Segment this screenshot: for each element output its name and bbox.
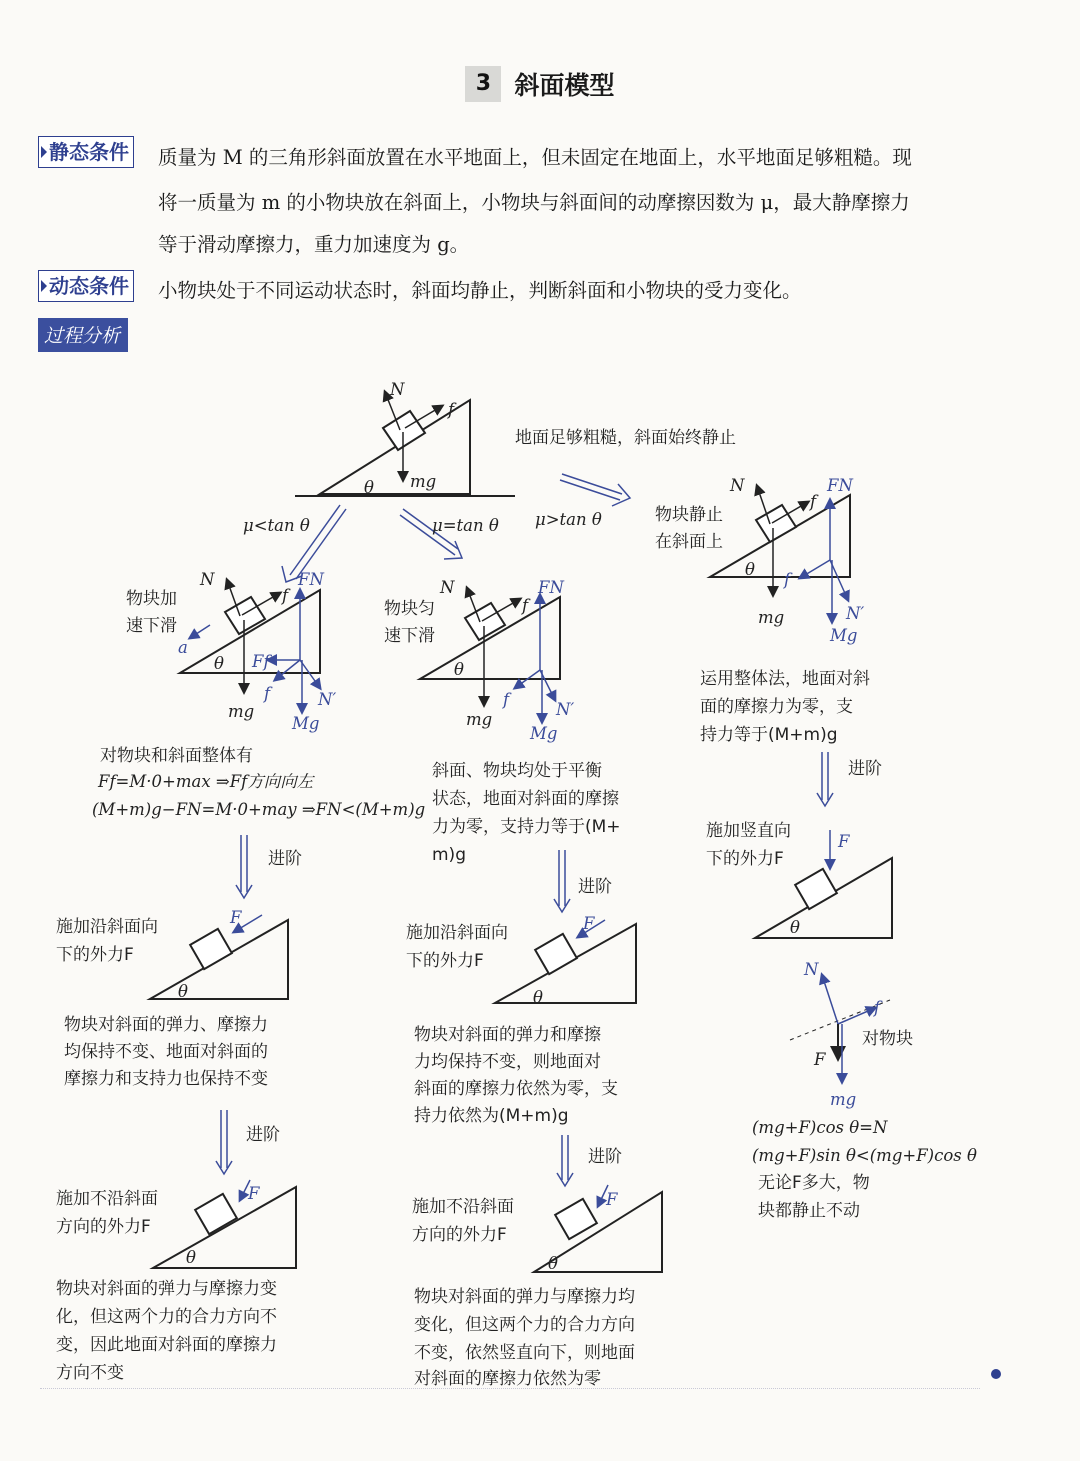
right-result-3: 无论F多大，物 <box>758 1173 870 1193</box>
left-step1-label-2: 下的外力F <box>56 945 134 965</box>
left-label-mg: mg <box>228 702 255 721</box>
left-advance-1: 进阶 <box>268 849 302 869</box>
middle-step1-label-1: 施加沿斜面向 <box>406 923 508 943</box>
middle-label-Nprime: N′ <box>556 700 575 719</box>
left-step1-result-1: 物块对斜面的弹力、摩擦力 <box>64 1015 268 1035</box>
page-bottom-rule <box>40 1388 980 1389</box>
left-label-a: a <box>178 638 188 657</box>
right-fb-f: f <box>874 998 881 1017</box>
left-label-f: f <box>282 586 289 605</box>
left-step2-diagram <box>153 1180 296 1268</box>
right-step1-theta: θ <box>790 918 800 937</box>
left-advance-2: 进阶 <box>246 1125 280 1145</box>
left-analysis-line-1: 对物块和斜面整体有 <box>100 746 253 766</box>
page-marker-dot <box>991 1369 1001 1379</box>
middle-label-f2: f <box>503 690 510 709</box>
middle-analysis-line-2: 状态，地面对斜面的摩擦 <box>432 789 619 809</box>
left-step2-theta: θ <box>186 1248 196 1267</box>
left-step1-label-1: 施加沿斜面向 <box>56 917 158 937</box>
middle-step1-F: F <box>583 914 595 933</box>
right-label-f: f <box>810 492 817 511</box>
top-note: 地面足够粗糙，斜面始终静止 <box>515 428 736 448</box>
top-incline-diagram <box>295 392 515 496</box>
top-label-N: N <box>390 380 405 399</box>
right-analysis-line-3: 持力等于(M+m)g <box>700 725 838 745</box>
section-title-text: 斜面模型 <box>514 71 615 100</box>
middle-label-mg: mg <box>466 710 493 729</box>
middle-step1-result-1: 物块对斜面的弹力和摩擦 <box>414 1025 601 1045</box>
static-condition-line-2: 将一质量为 m 的小物块放在斜面上，小物块与斜面间的动摩擦因数为 μ，最大静摩擦力 <box>158 191 910 214</box>
middle-step1-theta: θ <box>533 988 543 1007</box>
middle-step1-result-3: 斜面的摩擦力依然为零，支 <box>414 1079 618 1099</box>
right-fb-mg: mg <box>830 1090 857 1109</box>
middle-step2-result-1: 物块对斜面的弹力与摩擦力均 <box>414 1287 635 1307</box>
middle-step2-theta: θ <box>548 1254 558 1273</box>
top-label-theta: θ <box>364 478 374 497</box>
middle-step2-label-1: 施加不沿斜面 <box>412 1197 514 1217</box>
right-static-diagram <box>710 486 850 622</box>
right-analysis-line-2: 面的摩擦力为零，支 <box>700 697 853 717</box>
top-label-f: f <box>448 400 455 419</box>
left-step2-F: F <box>248 1184 260 1203</box>
right-state-line-1: 物块静止 <box>655 505 723 525</box>
middle-step2-result-3: 不变，依然竖直向下，则地面 <box>414 1343 635 1363</box>
right-step1-label-2: 下的外力F <box>706 849 784 869</box>
left-step2-result-4: 方向不变 <box>56 1363 124 1383</box>
left-step1-diagram <box>150 915 288 999</box>
left-step2-label-1: 施加不沿斜面 <box>56 1189 158 1209</box>
section-number: 3 <box>465 66 501 102</box>
middle-advance-1: 进阶 <box>578 877 612 897</box>
branch-right-label: μ>tan θ <box>535 510 602 529</box>
left-step1-theta: θ <box>178 982 188 1001</box>
right-label-Nprime: N′ <box>846 604 865 623</box>
top-label-mg: mg <box>410 472 437 491</box>
left-label-Nprime: N′ <box>318 690 337 709</box>
middle-state-line-1: 物块匀 <box>384 599 435 619</box>
middle-label-Mg: Mg <box>530 724 558 743</box>
left-label-theta: θ <box>214 654 224 673</box>
right-label-mg: mg <box>758 608 785 627</box>
right-label-theta: θ <box>745 560 755 579</box>
middle-uniform-diagram <box>420 588 560 722</box>
right-step1-label-1: 施加竖直向 <box>706 821 791 841</box>
static-condition-tag: 静态条件 <box>38 136 134 168</box>
right-label-FN: FN <box>827 476 853 495</box>
right-label-Mg: Mg <box>830 626 858 645</box>
left-accel-diagram <box>180 580 320 712</box>
right-state-line-2: 在斜面上 <box>655 532 723 552</box>
middle-analysis-line-4: m)g <box>432 845 466 865</box>
left-state-line-1: 物块加 <box>126 589 177 609</box>
right-result-4: 块都静止不动 <box>758 1201 860 1221</box>
left-step2-result-2: 化，但这两个力的合力方向不 <box>56 1307 277 1327</box>
middle-label-f: f <box>522 596 529 615</box>
right-result-1: (mg+F)cos θ=N <box>752 1118 888 1137</box>
left-label-Mg: Mg <box>292 714 320 733</box>
right-analysis-line-1: 运用整体法，地面对斜 <box>700 669 870 689</box>
left-state-line-2: 速下滑 <box>126 616 177 636</box>
dynamic-condition-text: 小物块处于不同运动状态时，斜面均静止，判断斜面和小物块的受力变化。 <box>158 279 802 302</box>
left-label-FN: FN <box>298 570 324 589</box>
dynamic-condition-tag: 动态条件 <box>38 270 134 302</box>
right-result-2: (mg+F)sin θ<(mg+F)cos θ <box>752 1146 977 1165</box>
branch-left-label: μ<tan θ <box>243 516 310 535</box>
right-label-N: N <box>730 476 745 495</box>
middle-step1-diagram <box>495 920 636 1003</box>
right-step1-F: F <box>838 832 850 851</box>
left-label-f2: f <box>264 684 271 703</box>
middle-label-FN: FN <box>538 578 564 597</box>
middle-step2-result-4: 对斜面的摩擦力依然为零 <box>414 1369 601 1389</box>
left-step2-result-3: 变，因此地面对斜面的摩擦力 <box>56 1335 277 1355</box>
static-condition-line-1: 质量为 M 的三角形斜面放置在水平地面上，但未固定在地面上，水平地面足够粗糙。现 <box>158 146 912 169</box>
left-step1-result-2: 均保持不变、地面对斜面的 <box>64 1042 268 1062</box>
left-step2-result-1: 物块对斜面的弹力与摩擦力变 <box>56 1279 277 1299</box>
right-label-f2: f <box>784 570 791 589</box>
left-label-Ff: Ff <box>252 652 270 671</box>
middle-step1-label-2: 下的外力F <box>406 951 484 971</box>
left-label-N: N <box>200 570 215 589</box>
middle-advance-2: 进阶 <box>588 1147 622 1167</box>
right-advance-1: 进阶 <box>848 759 882 779</box>
process-analysis-tag: 过程分析 <box>38 318 128 352</box>
right-fb-note: 对物块 <box>862 1029 913 1049</box>
static-condition-line-3: 等于滑动摩擦力，重力加速度为 g。 <box>158 233 470 256</box>
middle-label-N: N <box>440 578 455 597</box>
left-analysis-line-2: Ff=M·0+max ⇒Ff方向向左 <box>98 772 314 791</box>
left-step1-result-3: 摩擦力和支持力也保持不变 <box>64 1069 268 1089</box>
middle-step1-result-4: 持力依然为(M+m)g <box>414 1106 569 1126</box>
middle-step2-result-2: 变化，但这两个力的合力方向 <box>414 1315 635 1335</box>
middle-step2-F: F <box>606 1190 618 1209</box>
left-step2-label-2: 方向的外力F <box>56 1217 151 1237</box>
left-analysis-line-3: (M+m)g−FN=M·0+may ⇒FN<(M+m)g <box>92 800 426 819</box>
right-fb-F: F <box>814 1050 826 1069</box>
middle-label-theta: θ <box>454 660 464 679</box>
left-step1-F: F <box>230 908 242 927</box>
middle-analysis-line-1: 斜面、物块均处于平衡 <box>432 761 602 781</box>
right-fb-N: N <box>804 960 819 979</box>
branch-middle-label: μ=tan θ <box>432 516 499 535</box>
middle-step1-result-2: 力均保持不变，则地面对 <box>414 1052 601 1072</box>
middle-state-line-2: 速下滑 <box>384 626 435 646</box>
middle-step2-label-2: 方向的外力F <box>412 1225 507 1245</box>
middle-analysis-line-3: 力为零，支持力等于(M+ <box>432 817 621 837</box>
